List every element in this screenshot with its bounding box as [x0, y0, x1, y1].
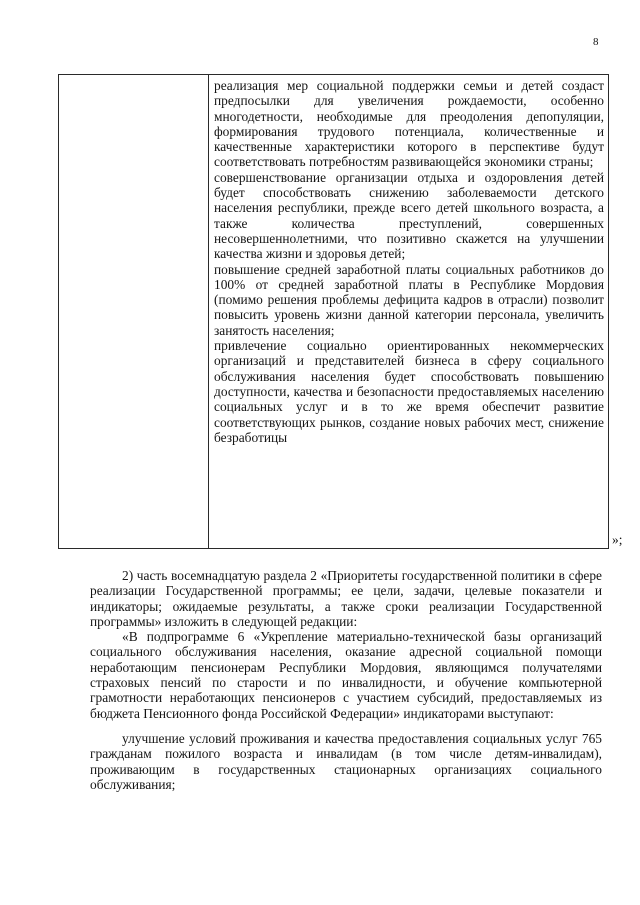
body-paragraph: 2) часть восемнадцатую раздела 2 «Приоритеты государственной политики в сфере реализации Государственной программы; ее цели, задачи, целевые показатели и индикаторы; ожидаемые результаты, а также сроки реализации Государственной программы» изложить в следующей редакции: — [90, 568, 602, 629]
cell-paragraph: совершенствование организации отдыха и оздоровления детей будет способствовать снижению заболеваемости детского населения республики, прежде всего детей школьного возраста, а также количества преступлений, совершенных несовершеннолетними, что позитивно скажется на улучшении качества жизни и здоровья детей; — [214, 169, 604, 262]
body-text — [90, 568, 602, 792]
table — [58, 74, 609, 549]
cell-paragraph: привлечение социально ориентированных некоммерческих организаций и представителей бизнеса в сферу социального обслуживания населения будет способствовать повышению доступности, качества и безопасности предоставляемых населению социальных услуг и в то же время обеспечит развитие соответствующих рынков, создание новых рабочих мест, снижение безработицы — [214, 338, 604, 445]
page-number: 8 — [593, 36, 599, 48]
table-right-cell — [214, 78, 604, 445]
body-paragraph: «В подпрограмме 6 «Укрепление материально-технической базы организаций социального обслуживания населения, оказание адресной социальной помощи неработающим пенсионерам Республики Мордовия, являющимся получателями страховых пенсий по старости и по инвалидности, и обучение компьютерной грамотности неработающих пенсионеров с участием субсидий, предоставляемых из бюджета Пенсионного фонда Российской Федерации» индикаторами выступают: — [90, 629, 602, 721]
column-divider — [208, 75, 209, 548]
cell-paragraph: повышение средней заработной платы социальных работников до 100% от средней заработной платы в Республике Мордовия (помимо решения проблемы дефицита кадров в отрасли) позволит повысить уровень жизни данной категории персонала, увеличить занятость населения; — [214, 261, 604, 338]
body-paragraph: улучшение условий проживания и качества предоставления социальных услуг 765 гражданам пожилого возраста и инвалидам (в том числе детям-инвалидам), проживающим в государственных стационарных организациях социального обслуживания; — [90, 730, 602, 792]
cell-paragraph: реализация мер социальной поддержки семьи и детей создаст предпосылки для увеличения рождаемости, особенно многодетности, необходимые для преодоления депопуляции, формирования трудового потенциала, количественные и качественные характеристики которого в перспективе будут соответствовать потребностям развивающейся экономики страны; — [214, 78, 604, 170]
closing-quote-mark: »; — [612, 532, 623, 547]
